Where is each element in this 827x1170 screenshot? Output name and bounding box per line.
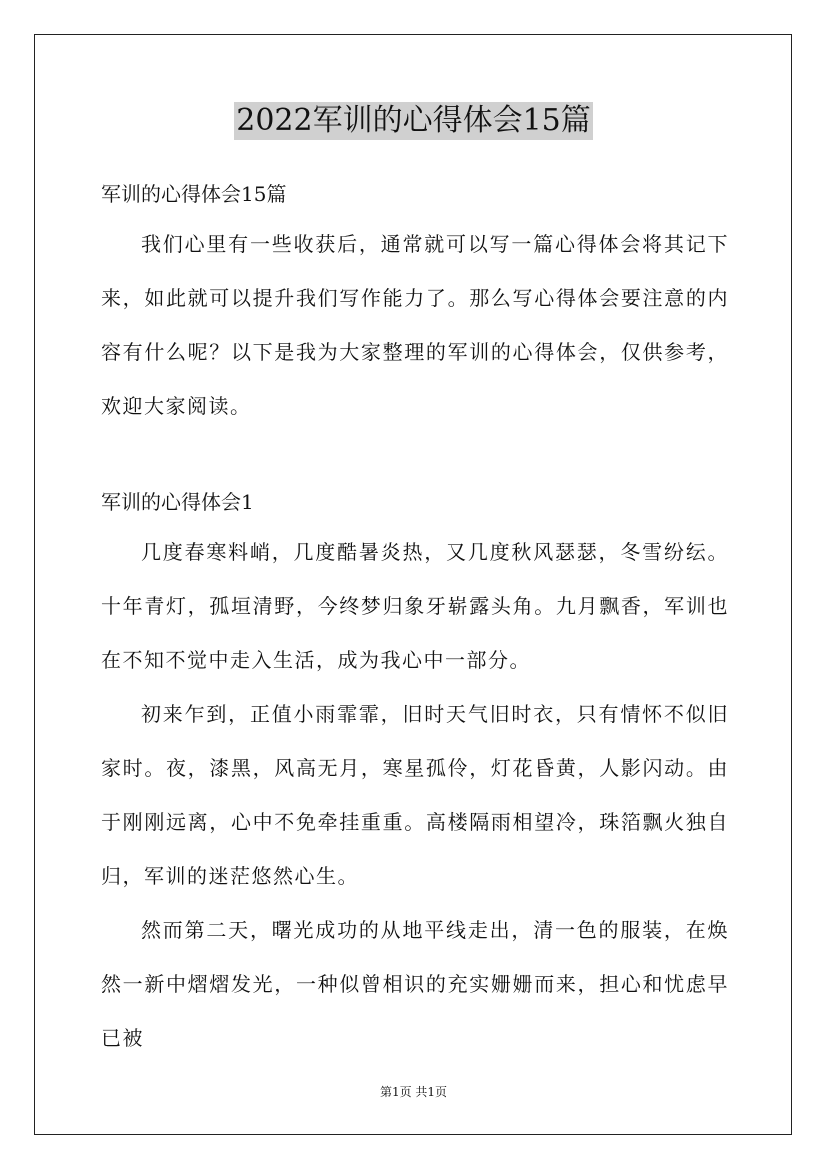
- subtitle-heading: 军训的心得体会15篇: [101, 182, 287, 206]
- title-container: [0, 102, 827, 140]
- document-title: 2022军训的心得体会15篇: [236, 103, 591, 138]
- section-1-heading: 军训的心得体会1: [101, 490, 254, 514]
- document-body: [101, 175, 729, 1065]
- page-footer: 第1页 共1页: [379, 1085, 448, 1099]
- section-1-paragraph-1: 几度春寒料峭，几度酷暑炎热，又几度秋风瑟瑟，冬雪纷纭。十年青灯，孤垣清野，今终梦归象牙崭露头角。九月飘香，军训也在不知不觉中走入生活，成为我心中一部分。: [101, 540, 729, 672]
- spacer: [101, 433, 729, 483]
- intro-paragraph: 我们心里有一些收获后，通常就可以写一篇心得体会将其记下来，如此就可以提升我们写作能力了。那么写心得体会要注意的内容有什么呢？以下是我为大家整理的军训的心得体会，仅供参考，欢迎大家阅读。: [101, 232, 729, 418]
- section-1-paragraph-3: 然而第二天，曙光成功的从地平线走出，清一色的服装，在焕然一新中熠熠发光，一种似曾相识的充实姗姗而来，担心和忧虑早已被: [101, 918, 729, 1050]
- section-1-paragraph-2: 初来乍到，正值小雨霏霏，旧时天气旧时衣，只有情怀不似旧家时。夜，漆黑，风高无月，寒星孤伶，灯花昏黄，人影闪动。由于刚刚远离，心中不免牵挂重重。高楼隔雨相望冷，珠箔飘火独自归，军训的迷茫悠然心生。: [101, 702, 729, 888]
